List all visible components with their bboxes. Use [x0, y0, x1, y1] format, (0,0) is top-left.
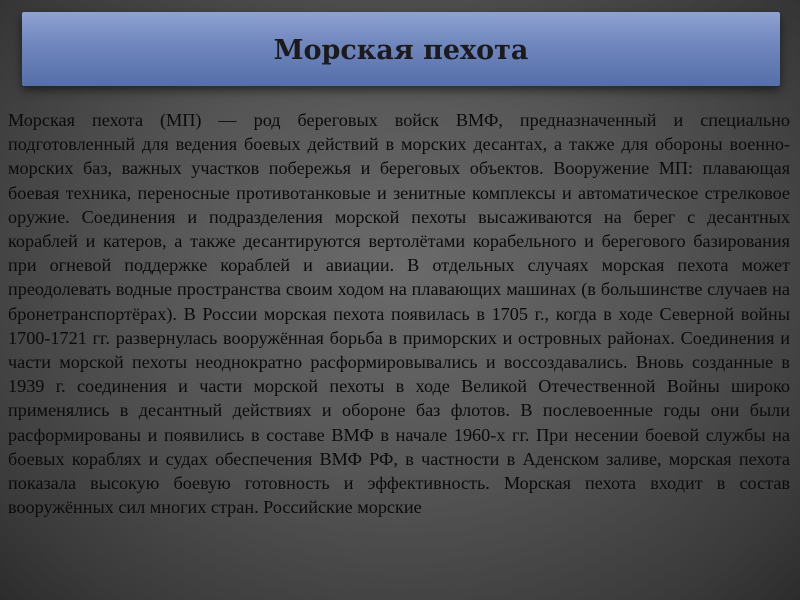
content-area: [8, 108, 790, 600]
title-banner: [22, 12, 780, 86]
body-paragraph: Морская пехота (МП) — род береговых войск ВМФ, предназначенный и специально подготовленный для ведения боевых действий в морских десантах, а также для обороны военно-морских баз, важных участков побережья и береговых объектов. Вооружение МП: плавающая боевая техника, переносные противотанковые и зенитные комплексы и автоматическое стрелковое оружие. Соединения и подразделения морской пехоты высаживаются на берег с десантных кораблей и катеров, а также десантируются вертолётами корабельного и берегового базирования при огневой поддержке кораблей и авиации. В отдельных случаях морская пехота может преодолевать водные пространства своим ходом на плавающих машинах (в большинстве случаев на бронетранспортёрах). В России морская пехота появилась в 1705 г., когда в ходе Северной войны 1700-1721 гг. развернулась вооружённая борьба в приморских и островных районах. Соединения и части морской пехоты неоднократно расформировывались и воссоздавались. Вновь созданные в 1939 г. соединения и части морской пехоты в ходе Великой Отечественной Войны широко применялись в десантный действиях и обороне баз флотов. В послевоенные годы они были расформированы и появились в составе ВМФ в начале 1960-х гг. При несении боевой службы на боевых кораблях и судах обеспечения ВМФ РФ, в частности в Аденском заливе, морская пехота показала высокую боевую готовность и эффективность. Морская пехота входит в состав вооружённых сил многих стран. Российские морские: [8, 110, 790, 518]
slide-title: Морская пехота: [273, 34, 529, 66]
